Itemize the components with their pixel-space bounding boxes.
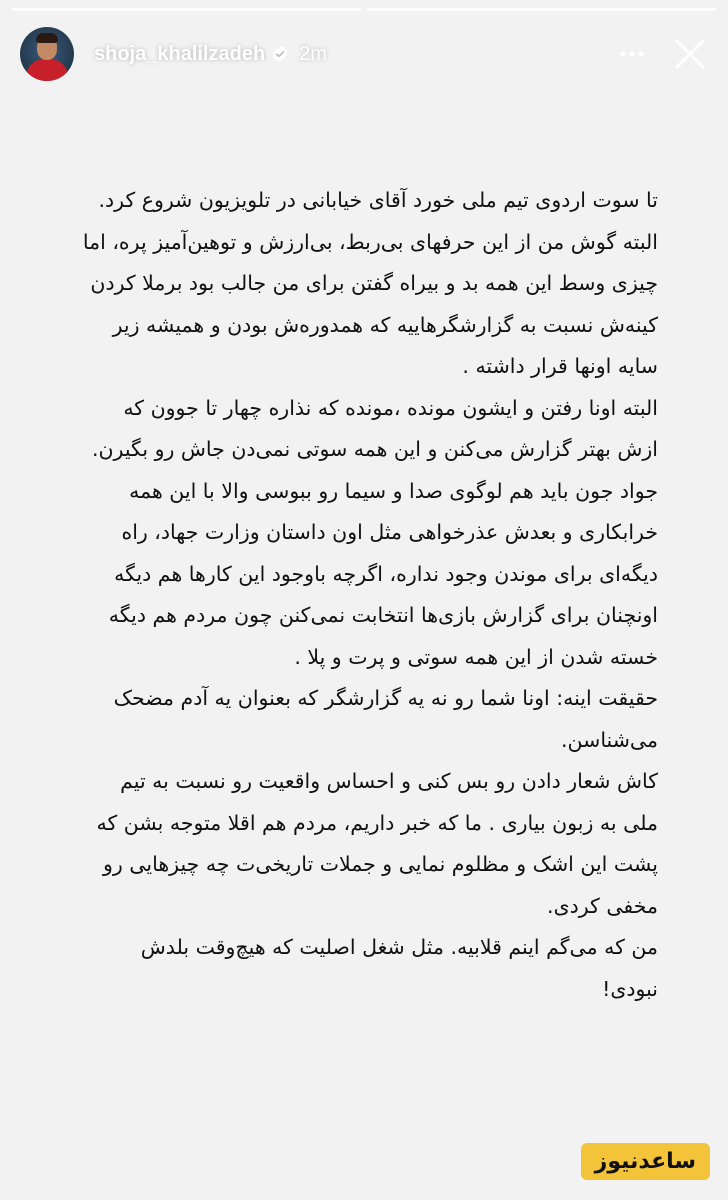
story-paragraph: کاش شعار دادن رو بس کنی و احساس واقعیت رو نسبت به تیم ملی به زبون بیاری . ما که خبر داریم، مردم هم اقلا متوجه بشن که پشت این اشک و مظلوم نمایی و جملات تاریخی‌ت چه چیزهایی رو مخفی کردی. <box>96 769 658 918</box>
story-paragraph: جواد جون باید هم لوگوی صدا و سیما رو ببوسی والا با این همه خرابکاری و بعدش عذرخواهی مثل اون داستان وزارت جهاد، راه دیگه‌ای برای موندن وجود نداره، اگرچه باوجود این کارها هم دیگه اونچنان برای گزارش بازی‌ها انتخابت نمی‌کنن چون مردم هم دیگه خسته شدن از این همه سوتی و پرت و پلا . <box>108 478 658 669</box>
watermark-logo: ساعدنیوز <box>581 1143 710 1180</box>
post-time: 2m <box>299 42 327 65</box>
story-text <box>80 180 658 1010</box>
more-options-icon[interactable] <box>610 32 654 76</box>
close-icon[interactable] <box>668 32 712 76</box>
verified-badge-icon <box>271 45 289 63</box>
story-paragraph: حقیقت اینه: اونا شما رو نه یه گزارشگر که بعنوان یه آدم مضحک می‌شناسن. <box>113 686 658 752</box>
story-paragraph: من که می‌گم اینم قلابیه. مثل شغل اصلیت که هیچ‌وقت بلدش نبودی! <box>140 935 658 1001</box>
story-progress-bar <box>12 8 716 11</box>
story-paragraph: البته اونا رفتن و ایشون مونده ،مونده که نذاره چهار تا جوون که ازش بهتر گزارش می‌کنن و این همه سوتی نمی‌دن جاش رو بگیرن. <box>91 395 658 461</box>
progress-segment <box>367 8 716 11</box>
story-paragraph: تا سوت اردوی تیم ملی خورد آقای خیابانی در تلویزیون شروع کرد. البته گوش من از این حرفهای بی‌ربط، بی‌ارزش و توهین‌آمیز پره، اما چیزی وسط این همه بد و بیراه گفتن برای من جالب بود برملا کردن کینه‌ش نسبت به گزارشگرهاییه که همدوره‌ش بودن و همیشه زیر سایه اونها قرار داشته . <box>82 188 658 378</box>
progress-segment <box>12 8 361 11</box>
story-header <box>20 24 712 84</box>
username[interactable]: shoja_khalilzadeh <box>94 42 266 65</box>
avatar[interactable] <box>20 27 74 81</box>
